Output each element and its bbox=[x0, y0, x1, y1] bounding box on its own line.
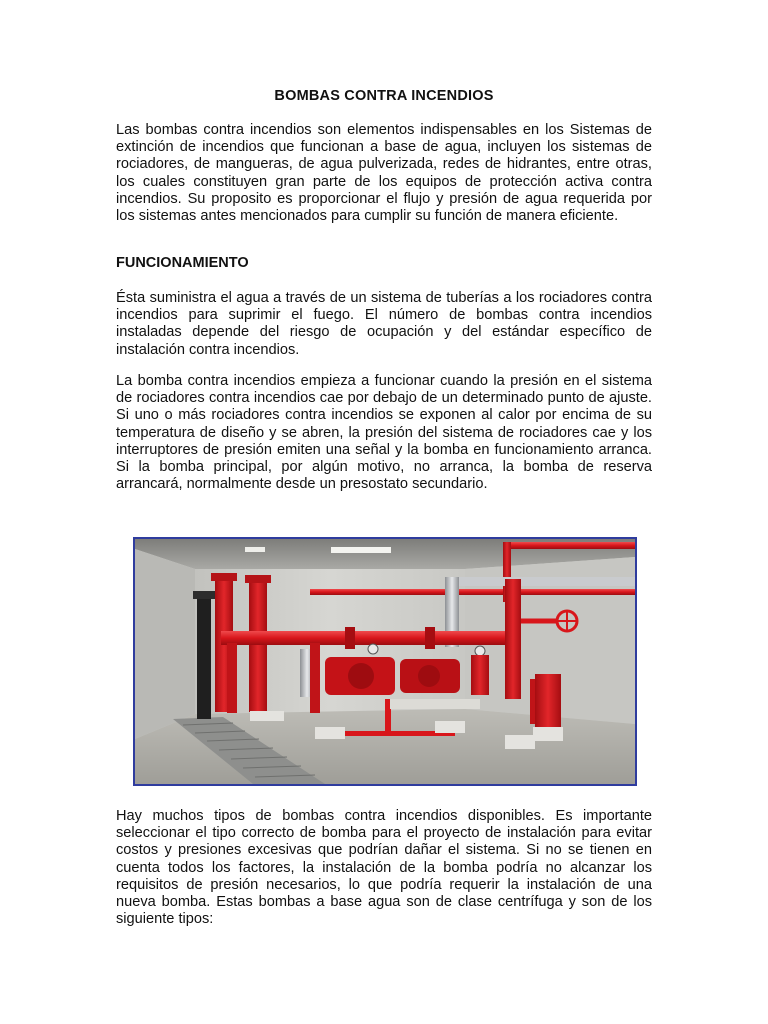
intro-paragraph: Las bombas contra incendios son elementos indispensables en los Sistemas de extinción de incendios que funcionan a base de agua, incluyen los sistemas de rociadores, de mangueras, de agua pulverizada, redes de hidrantes, entre otras, los cuales constituyen gran parte de los equipos de protección activa contra incendios. Su proposito es proporcionar el flujo y presión de agua requerida por los sistemas antes mencionados para cumplir su función de manera eficiente. bbox=[116, 122, 652, 225]
document-title: BOMBAS CONTRA INCENDIOS bbox=[274, 88, 494, 104]
fire-pump-room-photo bbox=[133, 537, 637, 786]
funcionamiento-paragraph-1: Ésta suministra el agua a través de un sistema de tuberías a los rociadores contra incendios para suprimir el fuego. El número de bombas contra incendios instaladas depende del riesgo de ocupación y del estándar específico de instalación contra incendios. bbox=[116, 290, 652, 358]
funcionamiento-paragraph-2: La bomba contra incendios empieza a funcionar cuando la presión en el sistema de rociadores contra incendios cae por debajo de un determinado punto de ajuste. Si uno o más rociadores contra incendios se exponen al calor por encima de su temperatura de diseño y se abren, la presión del sistema de rociadores cae y los interruptores de presión emiten una señal y la bomba en funcionamiento arranca. Si la bomba principal, por algún motivo, no arranca, la bomba de reserva arrancará, normalmente desde un presostato secundario. bbox=[116, 373, 652, 493]
pump-types-paragraph: Hay muchos tipos de bombas contra incendios disponibles. Es importante seleccionar el tipo correcto de bomba para el proyecto de instalación para evitar costos y presiones excesivas que podrían dañar el sistema. Si no se tienen en cuenta todos los factores, la instalación de la bomba podría no alcanzar los requisitos de presión necesarios, lo que podría requerir la instalación de una nueva bomba. Estas bombas a base agua son de clase centrífuga y son de los siguiente tipos: bbox=[116, 808, 652, 928]
section-heading-funcionamiento: FUNCIONAMIENTO bbox=[116, 255, 249, 271]
